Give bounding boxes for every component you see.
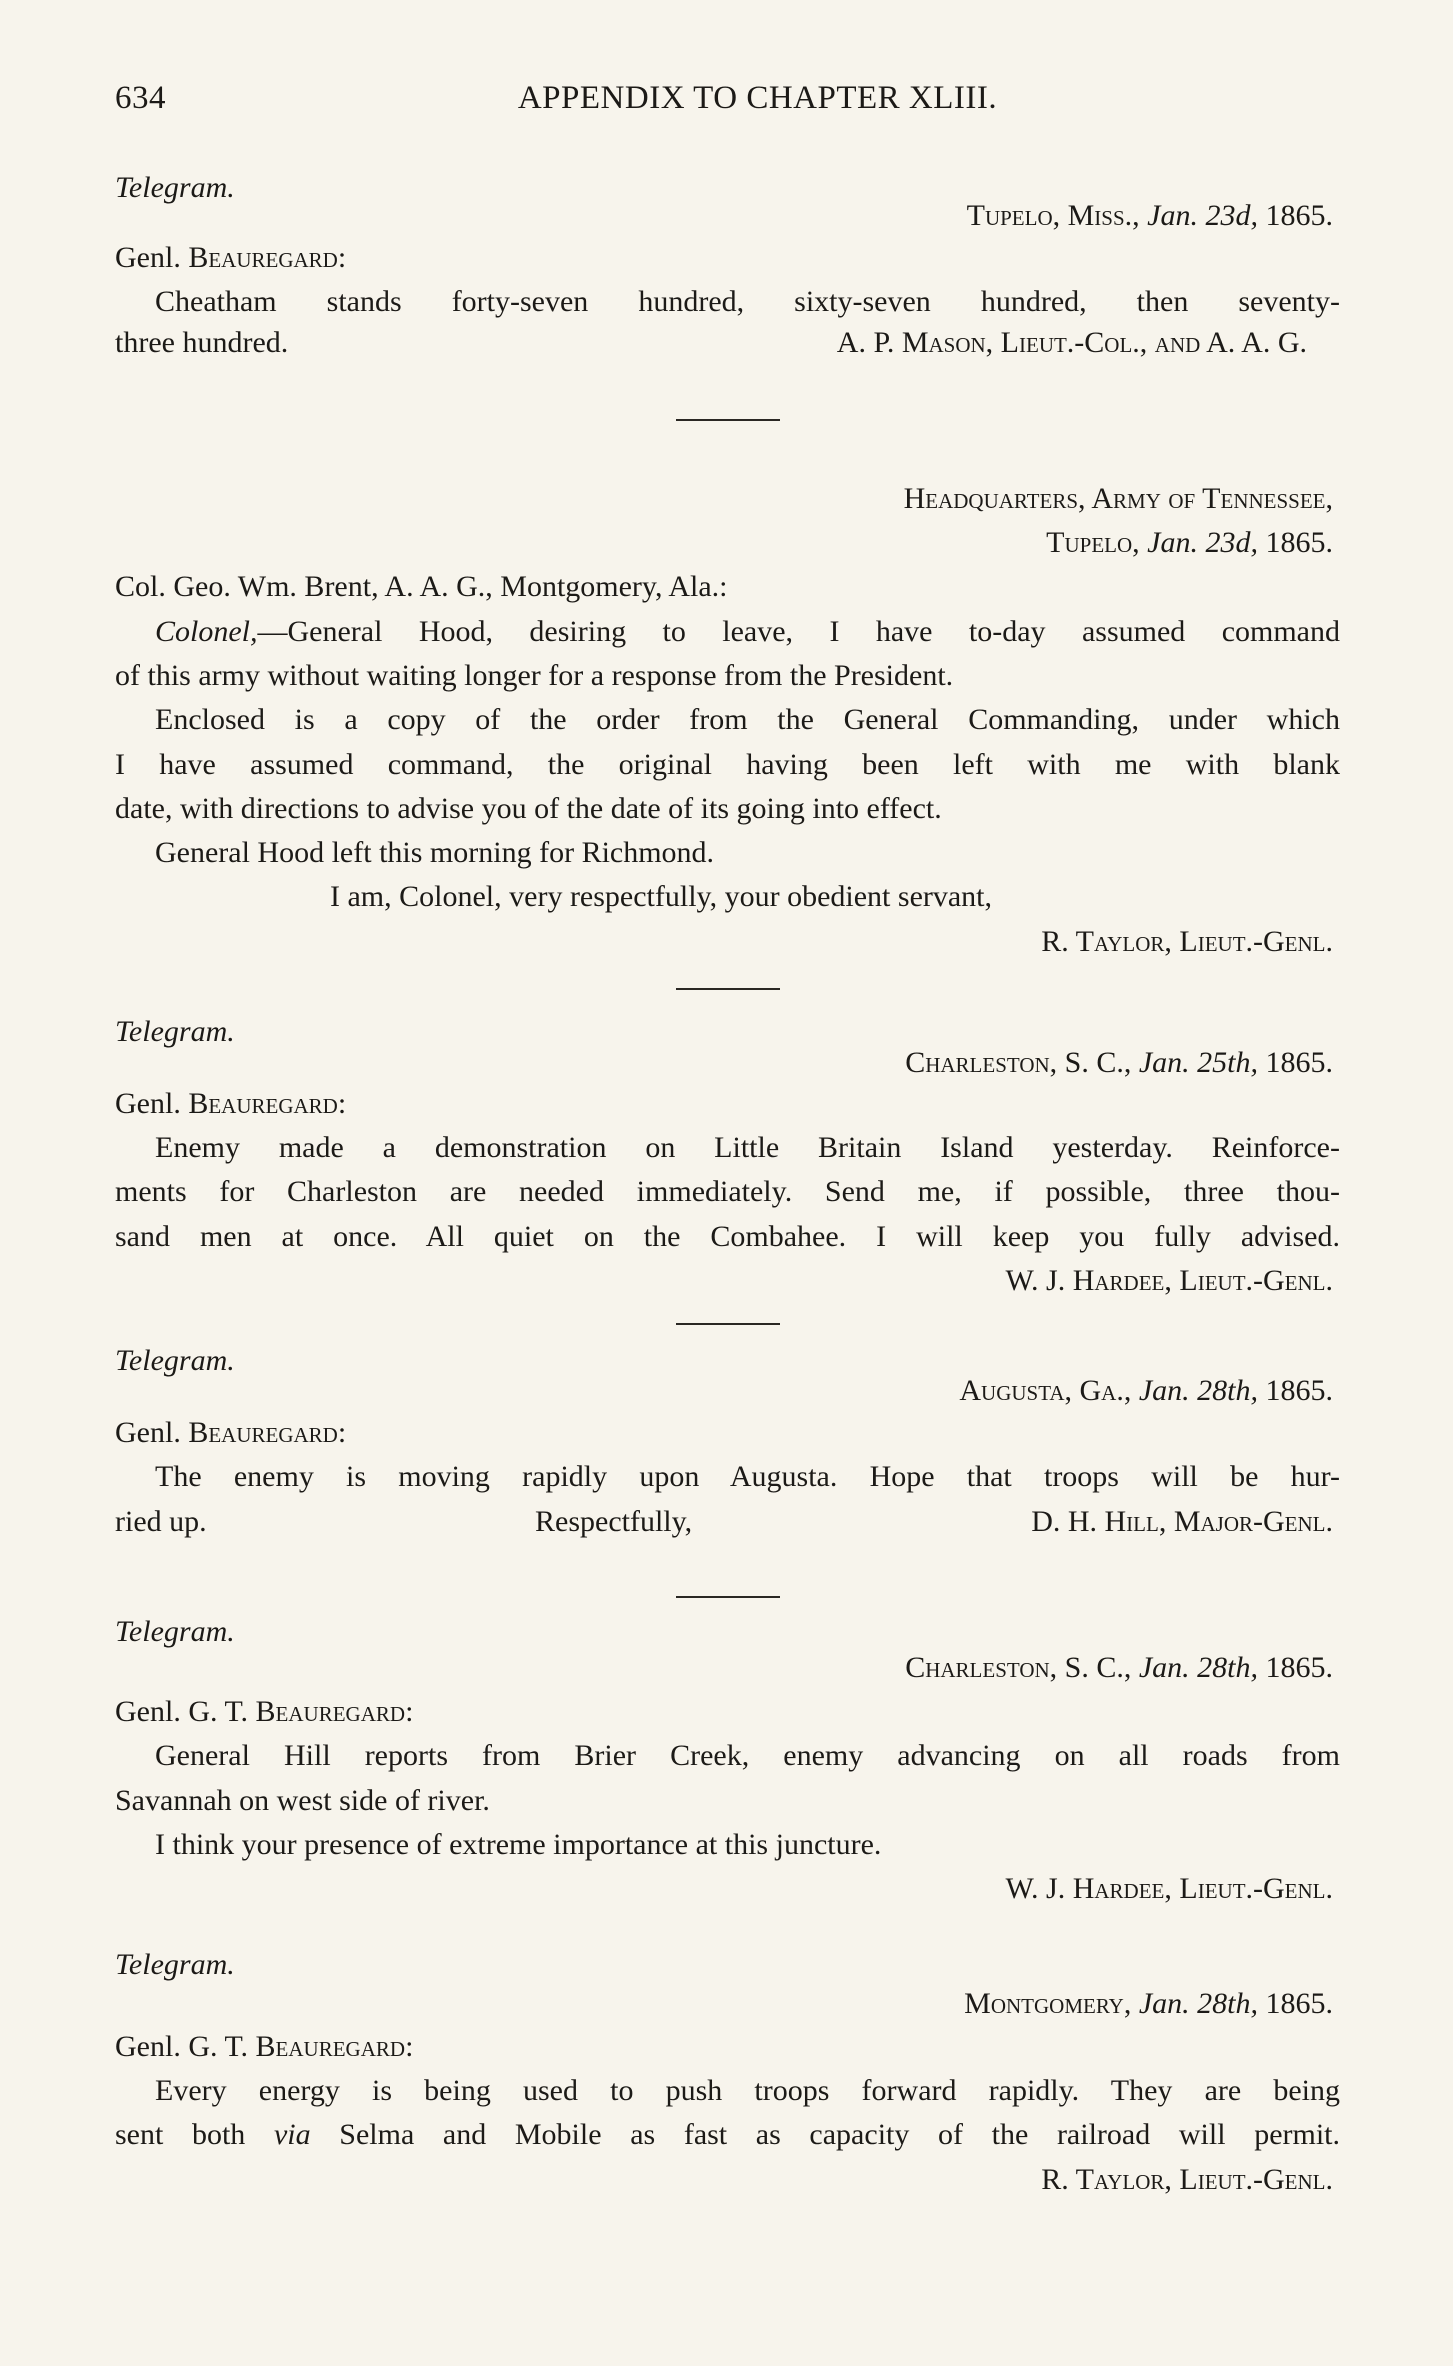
running-title: APPENDIX TO CHAPTER XLIII. <box>517 80 998 116</box>
doc2-body-line: Colonel,—General Hood, desiring to leave, I have to-day assumed command <box>155 615 1340 648</box>
doc2-heading: Headquarters, Army of Tennessee, <box>903 482 1333 515</box>
doc6-salutation: Genl. G. T. Beauregard: <box>115 2030 414 2063</box>
doc1-body-last-line: three hundred. A. P. Mason, Lieut.-Col., and A. A. G. <box>115 323 1307 363</box>
section-rule <box>676 419 780 421</box>
page-number: 634 <box>115 80 166 116</box>
doc1-type: Telegram. <box>115 171 235 204</box>
doc2-address: Col. Geo. Wm. Brent, A. A. G., Montgomery, Ala.: <box>115 570 728 603</box>
doc3-body-line: sand men at once. All quiet on the Combahee. I will keep you fully advised. <box>115 1220 1340 1253</box>
doc2-closing: I am, Colonel, very respectfully, your obedient servant, <box>330 880 993 913</box>
doc5-body-line: General Hill reports from Brier Creek, enemy advancing on all roads from <box>155 1739 1340 1772</box>
doc4-body-last-line: ried up. <box>115 1505 207 1538</box>
doc1-signature: A. P. Mason, Lieut.-Col., and A. A. G. <box>836 326 1307 359</box>
doc6-signature: R. Taylor, Lieut.-Genl. <box>1041 2163 1333 2196</box>
doc5-body-line: Savannah on west side of river. <box>115 1784 490 1817</box>
doc5-salutation: Genl. G. T. Beauregard: <box>115 1695 414 1728</box>
doc1-salutation: Genl. Beauregard: <box>115 241 347 274</box>
doc4-dateline: Augusta, Ga., Jan. 28th, 1865. <box>959 1374 1333 1407</box>
doc3-type: Telegram. <box>115 1015 235 1048</box>
doc2-body-line: of this army without waiting longer for a response from the President. <box>115 659 954 692</box>
section-rule <box>676 1323 780 1325</box>
doc5-signature: W. J. Hardee, Lieut.-Genl. <box>1005 1872 1333 1905</box>
doc6-body-line: sent both via Selma and Mobile as fast as capacity of the railroad will permit. <box>115 2118 1341 2151</box>
doc1-dateline: Tupelo, Miss., Jan. 23d, 1865. <box>966 199 1333 232</box>
doc3-dateline: Charleston, S. C., Jan. 25th, 1865. <box>905 1046 1333 1079</box>
doc3-salutation: Genl. Beauregard: <box>115 1087 347 1120</box>
doc2-body-line: I have assumed command, the original having been left with me with blank <box>115 748 1340 781</box>
section-rule <box>676 988 780 990</box>
section-rule <box>676 1596 780 1598</box>
doc6-type: Telegram. <box>115 1948 235 1981</box>
doc2-body-line: Enclosed is a copy of the order from the General Commanding, under which <box>155 703 1340 736</box>
doc3-body-line: Enemy made a demonstration on Little Britain Island yesterday. Reinforce- <box>155 1131 1340 1164</box>
doc4-type: Telegram. <box>115 1344 235 1377</box>
doc3-body-line: ments for Charleston are needed immediately. Send me, if possible, three thou- <box>115 1175 1340 1208</box>
doc6-dateline: Montgomery, Jan. 28th, 1865. <box>964 1987 1333 2020</box>
doc4-body-line: The enemy is moving rapidly upon Augusta. Hope that troops will be hur- <box>155 1460 1340 1493</box>
doc4-salutation: Genl. Beauregard: <box>115 1416 347 1449</box>
doc1-body-line: Cheatham stands forty-seven hundred, sixty-seven hundred, then seventy- <box>155 285 1340 318</box>
doc5-body-line: I think your presence of extreme importance at this juncture. <box>155 1828 882 1861</box>
doc3-signature: W. J. Hardee, Lieut.-Genl. <box>1005 1264 1333 1297</box>
doc5-type: Telegram. <box>115 1615 235 1648</box>
doc2-body-line: date, with directions to advise you of the date of its going into effect. <box>115 792 942 825</box>
doc6-body-line: Every energy is being used to push troops forward rapidly. They are being <box>155 2074 1340 2107</box>
doc2-dateline: Tupelo, Jan. 23d, 1865. <box>1046 526 1333 559</box>
doc5-dateline: Charleston, S. C., Jan. 28th, 1865. <box>905 1651 1333 1684</box>
doc4-signature: D. H. Hill, Major-Genl. <box>1031 1505 1333 1538</box>
doc4-closing: Respectfully, <box>535 1505 693 1538</box>
doc2-body-line: General Hood left this morning for Richmond. <box>155 836 715 869</box>
doc2-signature: R. Taylor, Lieut.-Genl. <box>1041 925 1333 958</box>
running-head <box>115 80 1340 124</box>
